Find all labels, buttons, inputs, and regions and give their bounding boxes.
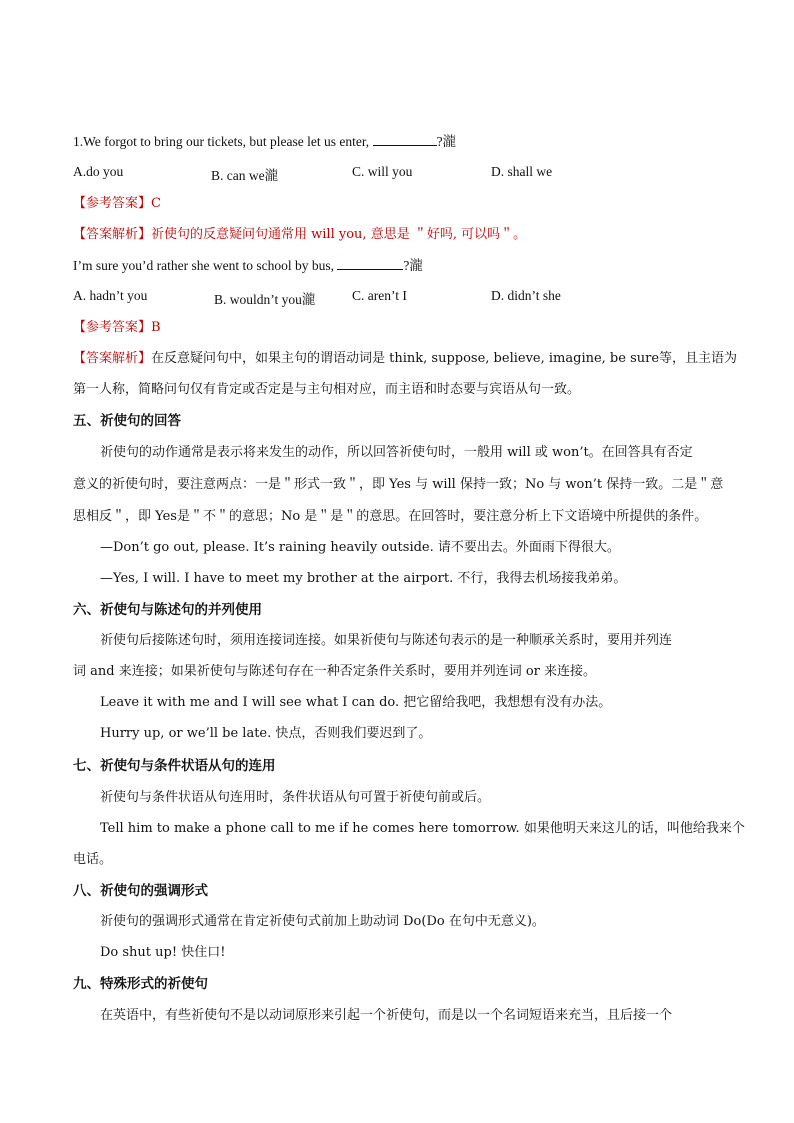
q1-option-d: D. shall we [491, 164, 553, 179]
q2-stem-end: ?瀧 [403, 258, 423, 273]
q2-option-a: A. hadn’t you [73, 288, 148, 303]
section-5-para-3: 思相反＂，即 Yes是＂不＂的意思；No 是＂是＂的意思。在回答时，要注意分析上下文语境中所提供的条件。 [73, 509, 708, 524]
q2-analysis-label: 【答案解析】 [73, 351, 152, 366]
q1-answer [73, 195, 161, 213]
section-6-example-1: Leave it with me and I will see what I can do. 把它留给我吧，我想想有没有办法。 [100, 695, 612, 710]
q1-answer-value: C [151, 196, 161, 211]
section-9-heading: 九、特殊形式的祈使句 [73, 976, 208, 992]
q1-answer-label: 【参考答案】 [73, 196, 152, 211]
q1-stem-end: ?瀧 [436, 134, 457, 149]
q1-stem-text: 1.We forgot to bring our tickets, but please let us enter, [73, 134, 373, 149]
section-6-example-2: Hurry up, or we’ll be late. 快点，否则我们要迟到了。 [100, 726, 432, 741]
q2-blank [337, 257, 403, 270]
q2-answer [73, 319, 161, 337]
q2-stem [73, 257, 423, 275]
section-5-para-2: 意义的祈使句时，要注意两点：一是＂形式一致＂，即 Yes 与 will 保持一致；No 与 won’t 保持一致。二是＂意 [73, 477, 724, 492]
section-8-para-1: 祈使句的强调形式通常在肯定祈使句式前加上助动词 Do(Do 在句中无意义)。 [100, 914, 545, 929]
q2-analysis-text-1: 在反意疑问句中，如果主句的谓语动词是 think, suppose, believe, imagine, be sure等，且主语为 [151, 351, 738, 366]
q1-option-a: A.do you [73, 164, 124, 179]
section-6-para-2: 词 and 来连接；如果祈使句与陈述句存在一种否定条件关系时，要用并列连词 or 来连接。 [73, 664, 597, 679]
section-8-example-1: Do shut up! 快住口! [100, 945, 226, 960]
q1-analysis [73, 226, 526, 244]
section-7-example-1-cont: 电话。 [73, 852, 113, 867]
q2-answer-label: 【参考答案】 [73, 320, 152, 335]
section-9-para-1: 在英语中，有些祈使句不是以动词原形来引起一个祈使句，而是以一个名词短语来充当，且后接一个 [100, 1008, 673, 1023]
q1-option-b: B. can we瀧 [211, 168, 279, 183]
q2-option-b: B. wouldn’t you瀧 [214, 292, 316, 307]
q1-analysis-label: 【答案解析】 [73, 227, 152, 242]
section-5-heading: 五、祈使句的回答 [73, 413, 181, 429]
q1-stem [73, 133, 456, 151]
q1-blank [373, 133, 437, 146]
section-5-example-1: —Don’t go out, please. It’s raining heavily outside. 请不要出去。外面雨下得很大。 [100, 540, 620, 555]
section-6-para-1: 祈使句后接陈述句时，须用连接词连接。如果祈使句与陈述句表示的是一种顺承关系时，要用并列连 [100, 633, 673, 648]
section-6-heading: 六、祈使句与陈述句的并列使用 [73, 602, 262, 618]
q2-option-c: C. aren’t I [352, 288, 407, 303]
q2-answer-value: B [151, 320, 161, 335]
q2-analysis-line2: 第一人称，简略问句仅有肯定或否定是与主句相对应，而主语和时态要与宾语从句一致。 [73, 382, 581, 397]
q1-option-c: C. will you [352, 164, 413, 179]
q2-option-d: D. didn’t she [491, 288, 561, 303]
section-5-para-1: 祈使句的动作通常是表示将来发生的动作，所以回答祈使句时，一般用 will 或 won’t。在回答具有否定 [100, 445, 693, 460]
section-5-example-2: —Yes, I will. I have to meet my brother at the airport. 不行，我得去机场接我弟弟。 [100, 571, 627, 586]
section-7-example-1: Tell him to make a phone call to me if he comes here tomorrow. 如果他明天来这儿的话，叫他给我来个 [100, 821, 745, 836]
section-7-para-1: 祈使句与条件状语从句连用时，条件状语从句可置于祈使句前或后。 [100, 790, 491, 805]
q2-analysis-line1 [73, 350, 737, 368]
section-7-heading: 七、祈使句与条件状语从句的连用 [73, 758, 276, 774]
q1-analysis-text: 祈使句的反意疑问句通常用 will you, 意思是 ＂好吗, 可以吗＂。 [151, 227, 527, 242]
section-8-heading: 八、祈使句的强调形式 [73, 883, 208, 899]
q2-stem-text: I’m sure you’d rather she went to school by bus, [73, 258, 338, 273]
